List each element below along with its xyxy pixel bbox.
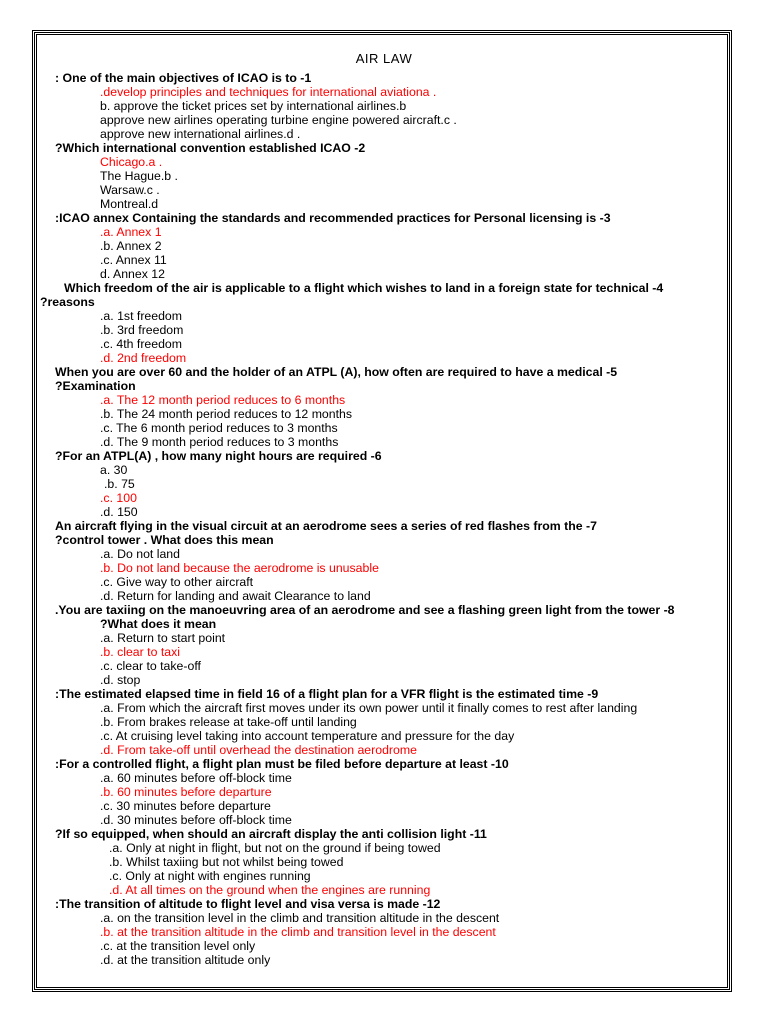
question-2: ?Which international convention established ICAO -2 — [55, 141, 366, 155]
question-3: :ICAO annex Containing the standards and recommended practices for Personal licensing is -3 — [55, 211, 611, 225]
q4-option-c: .c. 4th freedom — [100, 337, 183, 351]
q5-option-c: .c. The 6 month period reduces to 3 months — [100, 421, 338, 435]
question-8: .You are taxiing on the manoeuvring area of an aerodrome and see a flashing green light from the tower -8 — [55, 603, 675, 617]
q7-option-b: .b. Do not land because the aerodrome is unusable — [100, 561, 379, 575]
question-11: ?If so equipped, when should an aircraft display the anti collision light -11 — [55, 827, 487, 841]
question-6: ?For an ATPL(A) , how many night hours are required -6 — [55, 449, 382, 463]
q12-option-d: .d. at the transition altitude only — [100, 953, 271, 967]
question-5-cont: ?Examination — [55, 379, 136, 393]
question-9: :The estimated elapsed time in field 16 of a flight plan for a VFR flight is the estimated time -9 — [55, 687, 599, 701]
q2-option-a: Chicago.a . — [100, 155, 163, 169]
q1-option-a: .develop principles and techniques for international aviationa . — [100, 85, 437, 99]
q12-option-c: .c. at the transition level only — [100, 939, 256, 953]
q12-option-a: .a. on the transition level in the climb and transition altitude in the descent — [100, 911, 500, 925]
question-4-cont: ?reasons — [40, 295, 95, 309]
question-7: An aircraft flying in the visual circuit at an aerodrome sees a series of red flashes from the -7 — [55, 519, 597, 533]
q1-option-c: approve new airlines operating turbine engine powered aircraft.c . — [100, 113, 457, 127]
q11-option-a: .a. Only at night in flight, but not on the ground if being towed — [109, 841, 441, 855]
q9-option-c: .c. At cruising level taking into account temperature and pressure for the day — [100, 729, 515, 743]
q10-option-b: .b. 60 minutes before departure — [100, 785, 272, 799]
question-8-cont: ?What does it mean — [100, 617, 217, 631]
q9-option-b: .b. From brakes release at take-off until landing — [100, 715, 357, 729]
question-10: :For a controlled flight, a flight plan must be filed before departure at least -10 — [55, 757, 509, 771]
q6-option-a: a. 30 — [100, 463, 128, 477]
q4-option-a: .a. 1st freedom — [100, 309, 183, 323]
page-title: AIR LAW — [355, 51, 413, 66]
q7-option-a: .a. Do not land — [100, 547, 180, 561]
q7-option-d: .d. Return for landing and await Clearance to land — [100, 589, 371, 603]
q5-option-d: .d. The 9 month period reduces to 3 months — [100, 435, 339, 449]
q7-option-c: .c. Give way to other aircraft — [100, 575, 254, 589]
q8-option-c: .c. clear to take-off — [100, 659, 201, 673]
q6-option-b: .b. 75 — [104, 477, 135, 491]
question-1: : One of the main objectives of ICAO is to -1 — [55, 71, 312, 85]
q9-option-d: .d. From take-off until overhead the destination aerodrome — [100, 743, 417, 757]
q8-option-d: .d. stop — [100, 673, 141, 687]
q11-option-d: .d. At all times on the ground when the engines are running — [109, 883, 431, 897]
q8-option-a: .a. Return to start point — [100, 631, 226, 645]
question-5: When you are over 60 and the holder of an ATPL (A), how often are required to have a medical -5 — [55, 365, 618, 379]
q8-option-b: .b. clear to taxi — [100, 645, 180, 659]
q10-option-d: .d. 30 minutes before off-block time — [100, 813, 292, 827]
q5-option-a: .a. The 12 month period reduces to 6 months — [100, 393, 346, 407]
question-7-cont: ?control tower . What does this mean — [55, 533, 274, 547]
q11-option-c: .c. Only at night with engines running — [109, 869, 311, 883]
q9-option-a: .a. From which the aircraft first moves under its own power until it finally comes to rest after landing — [100, 701, 638, 715]
q12-option-b: .b. at the transition altitude in the climb and transition level in the descent — [100, 925, 496, 939]
q2-option-b: The Hague.b . — [100, 169, 178, 183]
q3-option-a: .a. Annex 1 — [100, 225, 162, 239]
q6-option-d: .d. 150 — [100, 505, 138, 519]
q11-option-b: .b. Whilst taxiing but not whilst being towed — [109, 855, 344, 869]
q5-option-b: .b. The 24 month period reduces to 12 months — [100, 407, 353, 421]
q2-option-c: Warsaw.c . — [100, 183, 160, 197]
q3-option-d: d. Annex 12 — [100, 267, 165, 281]
q4-option-d: .d. 2nd freedom — [100, 351, 187, 365]
q2-option-d: Montreal.d — [100, 197, 159, 211]
q3-option-c: .c. Annex 11 — [100, 253, 167, 267]
question-4: Which freedom of the air is applicable to a flight which wishes to land in a foreign state for technical -4 — [64, 281, 664, 295]
q4-option-b: .b. 3rd freedom — [100, 323, 184, 337]
q1-option-d: approve new international airlines.d . — [100, 127, 301, 141]
q10-option-a: .a. 60 minutes before off-block time — [100, 771, 292, 785]
q6-option-c: .c. 100 — [100, 491, 137, 505]
question-12: :The transition of altitude to flight level and visa versa is made -12 — [55, 897, 441, 911]
q10-option-c: .c. 30 minutes before departure — [100, 799, 271, 813]
q1-option-b: b. approve the ticket prices set by international airlines.b — [100, 99, 407, 113]
q3-option-b: .b. Annex 2 — [100, 239, 162, 253]
